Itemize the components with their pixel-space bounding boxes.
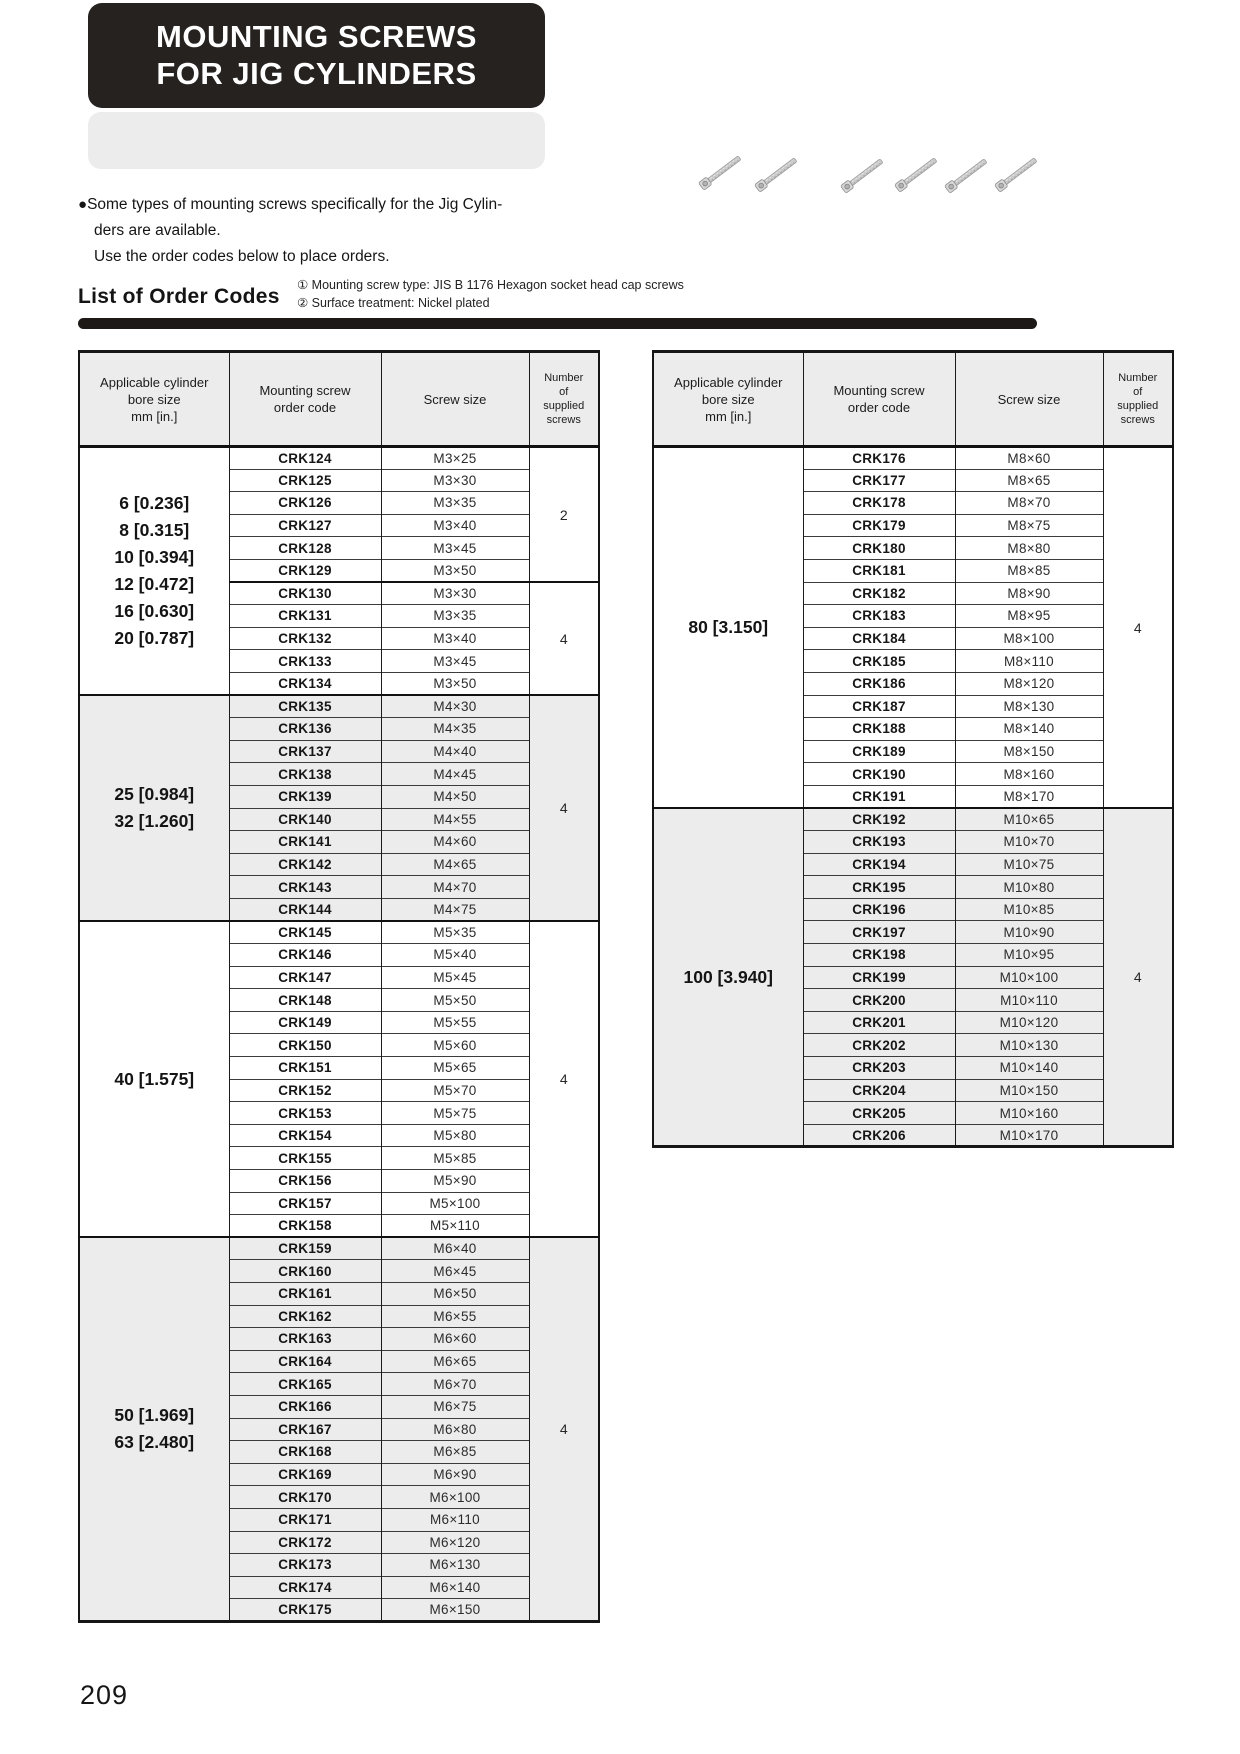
order-code-cell: CRK148: [229, 989, 381, 1012]
order-code-cell: CRK165: [229, 1373, 381, 1396]
screw-size-cell: M4×50: [381, 785, 529, 808]
order-code-cell: CRK196: [803, 898, 955, 921]
table-header-row: [79, 352, 599, 447]
order-code-cell: CRK151: [229, 1057, 381, 1080]
order-code-cell: CRK194: [803, 853, 955, 876]
order-code-cell: CRK183: [803, 605, 955, 628]
col-header-supplied-screws: Number of supplied screws: [1103, 352, 1173, 447]
screw-size-cell: M10×170: [955, 1124, 1103, 1147]
order-code-cell: CRK195: [803, 876, 955, 899]
table-row: [653, 447, 1173, 470]
screw-size-cell: M10×140: [955, 1057, 1103, 1080]
screw-size-cell: M10×65: [955, 808, 1103, 831]
col-header-screw-size: Screw size: [955, 352, 1103, 447]
screw-size-cell: M5×60: [381, 1034, 529, 1057]
screw-size-cell: M3×45: [381, 650, 529, 673]
screw-size-cell: M6×80: [381, 1418, 529, 1441]
order-code-cell: CRK166: [229, 1395, 381, 1418]
order-code-cell: CRK132: [229, 627, 381, 650]
screw-size-cell: M6×130: [381, 1554, 529, 1577]
order-notes: [297, 276, 684, 312]
screw-size-cell: M6×65: [381, 1350, 529, 1373]
order-codes-table: [78, 350, 600, 1623]
page-title-line1: MOUNTING SCREWS: [156, 19, 477, 54]
screw-size-cell: M6×100: [381, 1486, 529, 1509]
screw-size-cell: M6×75: [381, 1395, 529, 1418]
order-code-cell: CRK176: [803, 447, 955, 470]
order-code-cell: CRK199: [803, 966, 955, 989]
intro-line-1: ●Some types of mounting screws specifically for the Jig Cylin-: [78, 196, 503, 213]
screw-size-cell: M10×110: [955, 989, 1103, 1012]
screw-size-cell: M8×90: [955, 582, 1103, 605]
order-code-cell: CRK201: [803, 1011, 955, 1034]
order-code-cell: CRK191: [803, 785, 955, 808]
order-code-cell: CRK167: [229, 1418, 381, 1441]
order-code-cell: CRK205: [803, 1102, 955, 1125]
col-header-bore-size: Applicable cylinder bore size mm [in.]: [653, 352, 803, 447]
order-code-cell: CRK203: [803, 1057, 955, 1080]
screw-size-cell: M10×160: [955, 1102, 1103, 1125]
order-code-cell: CRK161: [229, 1282, 381, 1305]
order-code-cell: CRK145: [229, 921, 381, 944]
order-code-cell: CRK135: [229, 695, 381, 718]
order-code-cell: CRK150: [229, 1034, 381, 1057]
order-code-cell: CRK188: [803, 718, 955, 741]
screw-size-cell: M4×45: [381, 763, 529, 786]
screw-size-cell: M8×80: [955, 537, 1103, 560]
bore-size-cell: 6 [0.236] 8 [0.315] 10 [0.394] 12 [0.472] 16 [0.630] 20 [0.787]: [79, 447, 229, 696]
screw-size-cell: M8×60: [955, 447, 1103, 470]
order-table-left: [78, 350, 600, 1623]
screw-size-cell: M8×110: [955, 650, 1103, 673]
order-code-cell: CRK198: [803, 944, 955, 967]
order-code-cell: CRK128: [229, 537, 381, 560]
bore-size-cell: 50 [1.969] 63 [2.480]: [79, 1237, 229, 1621]
screw-size-cell: M3×40: [381, 627, 529, 650]
order-code-cell: CRK133: [229, 650, 381, 673]
table-row: [653, 808, 1173, 831]
intro-line-3: Use the order codes below to place orders.: [94, 248, 390, 265]
order-code-cell: CRK147: [229, 966, 381, 989]
section-rule-bar: [78, 318, 1037, 329]
screw-size-cell: M4×40: [381, 740, 529, 763]
screw-size-cell: M8×75: [955, 514, 1103, 537]
screw-size-cell: M6×90: [381, 1463, 529, 1486]
screw-size-cell: M6×70: [381, 1373, 529, 1396]
screw-size-cell: M8×65: [955, 469, 1103, 492]
screw-size-cell: M4×75: [381, 898, 529, 921]
order-code-cell: CRK186: [803, 672, 955, 695]
order-code-cell: CRK206: [803, 1124, 955, 1147]
order-code-cell: CRK139: [229, 785, 381, 808]
order-code-cell: CRK130: [229, 582, 381, 605]
order-code-cell: CRK143: [229, 876, 381, 899]
table-row: [79, 1237, 599, 1260]
order-code-cell: CRK177: [803, 469, 955, 492]
supplied-screws-qty-cell: 2: [529, 447, 599, 583]
order-code-cell: CRK179: [803, 514, 955, 537]
order-code-cell: CRK144: [229, 898, 381, 921]
col-header-screw-size: Screw size: [381, 352, 529, 447]
screw-size-cell: M8×170: [955, 785, 1103, 808]
screw-size-cell: M5×90: [381, 1170, 529, 1193]
order-code-cell: CRK193: [803, 831, 955, 854]
screw-size-cell: M3×25: [381, 447, 529, 470]
col-header-supplied-screws: Number of supplied screws: [529, 352, 599, 447]
screw-size-cell: M5×35: [381, 921, 529, 944]
screw-size-cell: M3×35: [381, 492, 529, 515]
screw-size-cell: M10×90: [955, 921, 1103, 944]
order-code-cell: CRK197: [803, 921, 955, 944]
bore-size-cell: 100 [3.940]: [653, 808, 803, 1147]
order-code-cell: CRK125: [229, 469, 381, 492]
screw-size-cell: M3×30: [381, 582, 529, 605]
order-code-cell: CRK164: [229, 1350, 381, 1373]
screw-size-cell: M8×85: [955, 559, 1103, 582]
order-code-cell: CRK157: [229, 1192, 381, 1215]
screw-size-cell: M5×75: [381, 1102, 529, 1125]
screw-size-cell: M6×120: [381, 1531, 529, 1554]
screw-size-cell: M10×150: [955, 1079, 1103, 1102]
screw-size-cell: M6×85: [381, 1441, 529, 1464]
screw-size-cell: M4×30: [381, 695, 529, 718]
screw-size-cell: M8×100: [955, 627, 1103, 650]
screw-size-cell: M6×60: [381, 1328, 529, 1351]
order-code-cell: CRK136: [229, 718, 381, 741]
bore-size-cell: 80 [3.150]: [653, 447, 803, 809]
order-code-cell: CRK185: [803, 650, 955, 673]
order-code-cell: CRK189: [803, 740, 955, 763]
order-code-cell: CRK158: [229, 1215, 381, 1238]
screw-size-cell: M4×70: [381, 876, 529, 899]
supplied-screws-qty-cell: 4: [529, 921, 599, 1237]
screws-photo: [688, 108, 1048, 208]
screw-size-cell: M6×140: [381, 1576, 529, 1599]
order-code-cell: CRK174: [229, 1576, 381, 1599]
order-code-cell: CRK137: [229, 740, 381, 763]
screw-size-cell: M10×85: [955, 898, 1103, 921]
screw-size-cell: M6×150: [381, 1599, 529, 1622]
order-code-cell: CRK153: [229, 1102, 381, 1125]
table-row: [79, 447, 599, 470]
order-code-cell: CRK181: [803, 559, 955, 582]
order-code-cell: CRK178: [803, 492, 955, 515]
col-header-order-code: Mounting screw order code: [803, 352, 955, 447]
order-table-right: [652, 350, 1174, 1148]
order-code-cell: CRK142: [229, 853, 381, 876]
note-surface-treatment: ② Surface treatment: Nickel plated: [297, 296, 490, 310]
screw-size-cell: M3×50: [381, 672, 529, 695]
screw-size-cell: M8×120: [955, 672, 1103, 695]
screw-size-cell: M5×50: [381, 989, 529, 1012]
screw-size-cell: M8×95: [955, 605, 1103, 628]
screw-size-cell: M5×85: [381, 1147, 529, 1170]
screw-size-cell: M6×50: [381, 1282, 529, 1305]
order-code-cell: CRK171: [229, 1508, 381, 1531]
order-code-cell: CRK131: [229, 605, 381, 628]
supplied-screws-qty-cell: 4: [529, 582, 599, 695]
order-code-cell: CRK173: [229, 1554, 381, 1577]
order-code-cell: CRK140: [229, 808, 381, 831]
order-code-cell: CRK124: [229, 447, 381, 470]
screw-size-cell: M6×40: [381, 1237, 529, 1260]
page-number: 209: [80, 1680, 129, 1710]
title-underlay-panel: [88, 112, 545, 169]
bore-size-cell: 40 [1.575]: [79, 921, 229, 1237]
screw-size-cell: M10×75: [955, 853, 1103, 876]
order-code-cell: CRK159: [229, 1237, 381, 1260]
order-code-cell: CRK152: [229, 1079, 381, 1102]
order-code-cell: CRK204: [803, 1079, 955, 1102]
screw-size-cell: M8×150: [955, 740, 1103, 763]
screw-size-cell: M6×45: [381, 1260, 529, 1283]
bullet-icon: ●: [78, 196, 88, 213]
order-code-cell: CRK187: [803, 695, 955, 718]
order-code-cell: CRK202: [803, 1034, 955, 1057]
screw-size-cell: M5×45: [381, 966, 529, 989]
screw-size-cell: M3×30: [381, 469, 529, 492]
table-row: [79, 695, 599, 718]
order-code-cell: CRK141: [229, 831, 381, 854]
supplied-screws-qty-cell: 4: [529, 695, 599, 921]
section-heading: List of Order Codes: [78, 285, 280, 308]
intro-text: [78, 192, 638, 270]
col-header-bore-size: Applicable cylinder bore size mm [in.]: [79, 352, 229, 447]
order-code-cell: CRK184: [803, 627, 955, 650]
order-code-cell: CRK170: [229, 1486, 381, 1509]
screw-size-cell: M5×55: [381, 1011, 529, 1034]
screw-size-cell: M3×40: [381, 514, 529, 537]
order-code-cell: CRK155: [229, 1147, 381, 1170]
order-code-cell: CRK200: [803, 989, 955, 1012]
screw-size-cell: M5×100: [381, 1192, 529, 1215]
screw-size-cell: M10×80: [955, 876, 1103, 899]
screw-size-cell: M5×110: [381, 1215, 529, 1238]
order-code-cell: CRK149: [229, 1011, 381, 1034]
order-code-cell: CRK162: [229, 1305, 381, 1328]
screw-size-cell: M8×160: [955, 763, 1103, 786]
page-title: [88, 3, 545, 108]
order-code-cell: CRK134: [229, 672, 381, 695]
screw-size-cell: M10×95: [955, 944, 1103, 967]
order-code-cell: CRK180: [803, 537, 955, 560]
order-code-cell: CRK160: [229, 1260, 381, 1283]
page-title-line2: FOR JIG CYLINDERS: [156, 56, 477, 91]
order-code-cell: CRK138: [229, 763, 381, 786]
intro-line-2: ders are available.: [94, 222, 221, 239]
screw-size-cell: M6×55: [381, 1305, 529, 1328]
screw-size-cell: M8×130: [955, 695, 1103, 718]
screw-size-cell: M3×50: [381, 559, 529, 582]
order-codes-table: [652, 350, 1174, 1148]
screw-size-cell: M4×60: [381, 831, 529, 854]
screw-size-cell: M8×140: [955, 718, 1103, 741]
supplied-screws-qty-cell: 4: [1103, 808, 1173, 1147]
order-code-cell: CRK168: [229, 1441, 381, 1464]
col-header-order-code: Mounting screw order code: [229, 352, 381, 447]
order-code-cell: CRK192: [803, 808, 955, 831]
screw-size-cell: M10×130: [955, 1034, 1103, 1057]
order-code-cell: CRK154: [229, 1124, 381, 1147]
order-code-cell: CRK182: [803, 582, 955, 605]
table-row: [79, 921, 599, 944]
screw-size-cell: M4×65: [381, 853, 529, 876]
order-code-cell: CRK172: [229, 1531, 381, 1554]
screw-size-cell: M6×110: [381, 1508, 529, 1531]
screw-size-cell: M4×55: [381, 808, 529, 831]
screw-size-cell: M3×35: [381, 605, 529, 628]
supplied-screws-qty-cell: 4: [1103, 447, 1173, 809]
note-screw-type: ① Mounting screw type: JIS B 1176 Hexagon socket head cap screws: [297, 278, 684, 292]
screw-size-cell: M3×45: [381, 537, 529, 560]
screw-size-cell: M8×70: [955, 492, 1103, 515]
order-code-cell: CRK169: [229, 1463, 381, 1486]
screw-size-cell: M4×35: [381, 718, 529, 741]
order-code-cell: CRK146: [229, 944, 381, 967]
order-code-cell: CRK175: [229, 1599, 381, 1622]
screw-size-cell: M5×40: [381, 944, 529, 967]
screw-size-cell: M5×80: [381, 1124, 529, 1147]
screw-size-cell: M5×70: [381, 1079, 529, 1102]
order-code-cell: CRK126: [229, 492, 381, 515]
supplied-screws-qty-cell: 4: [529, 1237, 599, 1621]
order-code-cell: CRK163: [229, 1328, 381, 1351]
screw-size-cell: M5×65: [381, 1057, 529, 1080]
order-code-cell: CRK129: [229, 559, 381, 582]
bore-size-cell: 25 [0.984] 32 [1.260]: [79, 695, 229, 921]
order-code-cell: CRK127: [229, 514, 381, 537]
order-code-cell: CRK156: [229, 1170, 381, 1193]
screw-size-cell: M10×100: [955, 966, 1103, 989]
screw-size-cell: M10×120: [955, 1011, 1103, 1034]
table-header-row: [653, 352, 1173, 447]
order-code-cell: CRK190: [803, 763, 955, 786]
screw-size-cell: M10×70: [955, 831, 1103, 854]
